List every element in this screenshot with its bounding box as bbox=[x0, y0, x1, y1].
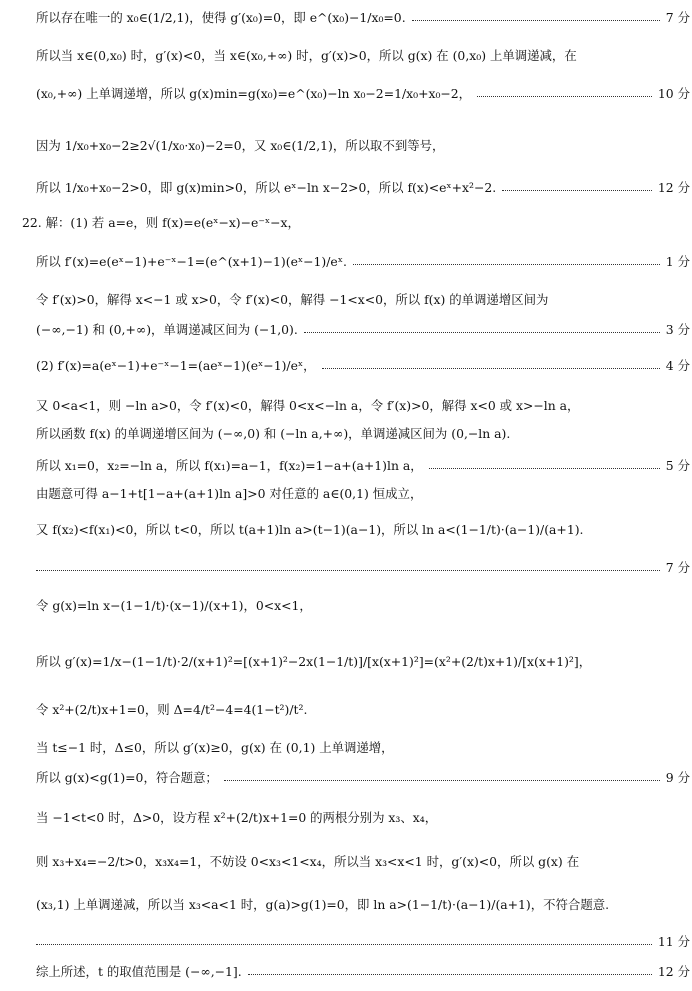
line-6 bbox=[22, 213, 676, 233]
line-text: (x₃,1) 上单调递减，所以当 x₃<a<1 时，g(a)>g(1)=0，即 ln a>(1−1/t)·(a−1)/(a+1)，不符合题意. bbox=[36, 897, 610, 912]
dot-leader bbox=[477, 96, 652, 97]
line-26 bbox=[22, 962, 690, 982]
dot-leader bbox=[322, 368, 660, 369]
line-24 bbox=[22, 895, 690, 915]
line-text: 所以 1/x₀+x₀−2>0，即 g(x)min>0，所以 eˣ−ln x−2>0，所以 f(x)<eˣ+x²−2. bbox=[36, 180, 497, 195]
score-label: 9 分 bbox=[665, 770, 690, 785]
score-label: 12 分 bbox=[657, 180, 690, 195]
line-text: 令 x²+(2/t)x+1=0，则 Δ=4/t²−4=4(1−t²)/t². bbox=[36, 702, 308, 717]
score-label: 7 分 bbox=[665, 560, 690, 575]
line-text: 所以 f′(x)=e(eˣ−1)+e⁻ˣ−1=(e^(x+1)−1)(eˣ−1)/eˣ. bbox=[36, 254, 347, 269]
line-text: (x₀,+∞) 上单调递增，所以 g(x)min=g(x₀)=e^(x₀)−ln x₀−2=1/x₀+x₀−2， bbox=[36, 86, 472, 101]
line-13 bbox=[22, 456, 690, 476]
line-18 bbox=[22, 652, 690, 672]
line-text: 当 −1<t<0 时，Δ>0，设方程 x²+(2/t)x+1=0 的两根分别为 x₃、x₄， bbox=[36, 810, 438, 825]
line-text: 所以当 x∈(0,x₀) 时，g′(x)<0，当 x∈(x₀,+∞) 时，g′(x)>0，所以 g(x) 在 (0,x₀) 上单调递减，在 bbox=[36, 48, 577, 63]
score-label: 1 分 bbox=[665, 254, 690, 269]
line-3 bbox=[22, 84, 690, 104]
line-8 bbox=[22, 290, 690, 310]
dot-leader bbox=[502, 190, 652, 191]
score-label: 7 分 bbox=[665, 10, 690, 25]
dot-leader bbox=[304, 332, 660, 333]
line-4 bbox=[22, 136, 690, 156]
line-17 bbox=[22, 596, 690, 616]
score-label: 4 分 bbox=[665, 358, 690, 373]
line-text: 又 f(x₂)<f(x₁)<0，所以 t<0，所以 t(a+1)ln a>(t−1)(a−1)，所以 ln a<(1−1/t)·(a−1)/(a+1). bbox=[36, 522, 584, 537]
line-text: 令 g(x)=ln x−(1−1/t)·(x−1)/(x+1)，0<x<1， bbox=[36, 598, 312, 613]
line-7 bbox=[22, 252, 690, 272]
line-text: 又 0<a<1，则 −ln a>0，令 f′(x)<0，解得 0<x<−ln a，令 f′(x)>0，解得 x<0 或 x>−ln a， bbox=[36, 398, 580, 413]
line-text: 则 x₃+x₄=−2/t>0，x₃x₄=1，不妨设 0<x₃<1<x₄，所以当 x₃<x<1 时，g′(x)<0，所以 g(x) 在 bbox=[36, 854, 580, 869]
line-text: 因为 1/x₀+x₀−2≥2√(1/x₀·x₀)−2=0，又 x₀∈(1/2,1)，所以取不到等号， bbox=[36, 138, 445, 153]
line-22 bbox=[22, 808, 690, 828]
dot-leader bbox=[412, 20, 660, 21]
line-text: 所以 g(x)<g(1)=0，符合题意； bbox=[36, 770, 218, 785]
line-10 bbox=[22, 356, 690, 376]
line-23 bbox=[22, 852, 690, 872]
score-label: 10 分 bbox=[657, 86, 690, 101]
line-text: 所以 x₁=0，x₂=−ln a，所以 f(x₁)=a−1，f(x₂)=1−a+(a+1)ln a， bbox=[36, 458, 423, 473]
line-text: 由题意可得 a−1+t[1−a+(a+1)ln a]>0 对任意的 a∈(0,1) 恒成立， bbox=[36, 486, 423, 501]
line-9 bbox=[22, 320, 690, 340]
line-text: (2) f′(x)=a(eˣ−1)+e⁻ˣ−1=(aeˣ−1)(eˣ−1)/eˣ， bbox=[36, 358, 316, 373]
score-label: 11 分 bbox=[657, 934, 690, 949]
dot-leader bbox=[224, 780, 660, 781]
line-11 bbox=[22, 396, 690, 416]
line-text: 综上所述，t 的取值范围是 (−∞,−1]. bbox=[36, 964, 242, 979]
line-text: 所以函数 f(x) 的单调递增区间为 (−∞,0) 和 (−ln a,+∞)，单调递减区间为 (0,−ln a). bbox=[36, 426, 511, 441]
line-21 bbox=[22, 768, 690, 788]
dot-leader bbox=[248, 974, 652, 975]
line-text: 所以存在唯一的 x₀∈(1/2,1)，使得 g′(x₀)=0，即 e^(x₀)−1/x₀=0. bbox=[36, 10, 406, 25]
line-25-score-only bbox=[22, 932, 690, 952]
dot-leader bbox=[36, 570, 660, 571]
score-label: 3 分 bbox=[665, 322, 690, 337]
dot-leader bbox=[36, 944, 652, 945]
line-text: 当 t≤−1 时，Δ≤0，所以 g′(x)≥0，g(x) 在 (0,1) 上单调递增， bbox=[36, 740, 394, 755]
line-14 bbox=[22, 484, 690, 504]
line-5 bbox=[22, 178, 690, 198]
dot-leader bbox=[429, 468, 660, 469]
line-12 bbox=[22, 424, 690, 444]
line-text: 所以 g′(x)=1/x−(1−1/t)·2/(x+1)²=[(x+1)²−2x(1−1/t)]/[x(x+1)²]=(x²+(2/t)x+1)/[x(x+1)²]， bbox=[36, 654, 592, 669]
dot-leader bbox=[353, 264, 660, 265]
line-20 bbox=[22, 738, 690, 758]
score-label: 5 分 bbox=[665, 458, 690, 473]
line-text: 22. 解：(1) 若 a=e，则 f(x)=e(eˣ−x)−e⁻ˣ−x， bbox=[22, 215, 300, 230]
line-1 bbox=[22, 8, 690, 28]
line-2 bbox=[22, 46, 690, 66]
line-text: 令 f′(x)>0，解得 x<−1 或 x>0，令 f′(x)<0，解得 −1<x<0，所以 f(x) 的单调递增区间为 bbox=[36, 292, 549, 307]
line-15 bbox=[22, 520, 690, 540]
line-16-score-only bbox=[22, 558, 690, 578]
line-text: (−∞,−1) 和 (0,+∞)，单调递减区间为 (−1,0). bbox=[36, 322, 298, 337]
score-label: 12 分 bbox=[657, 964, 690, 979]
line-19 bbox=[22, 700, 690, 720]
